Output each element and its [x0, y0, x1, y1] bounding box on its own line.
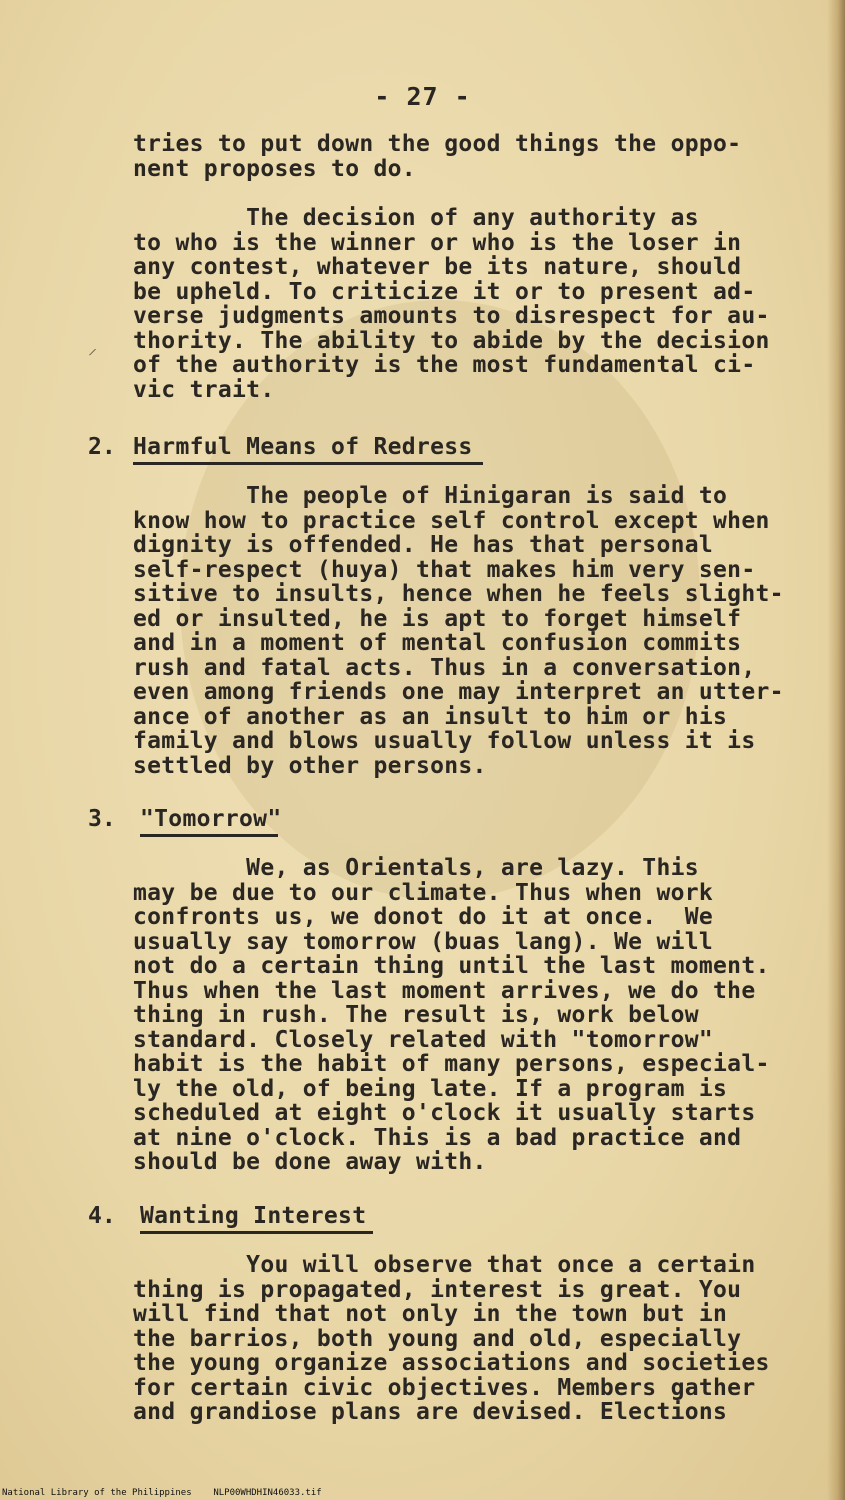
section-heading: "Tomorrow" — [140, 806, 282, 832]
section-2-paragraph-line: sitive to insults, hence when he feels slight- — [133, 581, 784, 607]
intro-paragraph-line: tries to put down the good things the oppo- — [133, 131, 742, 157]
decision-paragraph-line: be upheld. To criticize it or to present ad- — [133, 278, 756, 305]
section-3-paragraph-line: confronts us, we donot do it at once. We — [133, 904, 714, 930]
page-number: - 27 - — [374, 82, 471, 111]
section-3-paragraph-line: may be due to our climate. Thus when work — [133, 879, 714, 906]
section-2-paragraph-line: even among friends one may interpret an utter- — [133, 679, 784, 705]
section-heading: Harmful Means of Redress — [133, 434, 473, 460]
section-3-paragraph-line: at nine o'clock. This is a bad practice and — [133, 1124, 742, 1151]
decision-paragraph-line: to who is the winner or who is the loser in — [133, 229, 742, 256]
section-3-paragraph-line: should be done away with. — [133, 1149, 487, 1175]
page-edge-shadow — [827, 0, 845, 1500]
section-2-paragraph-line: and in a moment of mental confusion commits — [133, 630, 742, 656]
section-2-paragraph-line: self-respect (huya) that makes him very sen- — [133, 556, 756, 583]
section-2-paragraph-line: know how to practice self control except when — [133, 507, 770, 534]
section-2-paragraph-line: ance of another as an insult to him or his — [133, 703, 728, 730]
section-3-paragraph-line: scheduled at eight o'clock it usually starts — [133, 1100, 756, 1126]
section-4-paragraph-line: thing is propagated, interest is great. You — [133, 1276, 742, 1303]
section-3-paragraph-line: ly the old, of being late. If a program is — [133, 1075, 728, 1102]
section-2-paragraph-line: settled by other persons. — [133, 752, 487, 779]
section-3-paragraph-line: usually say tomorrow (buas lang). We will — [133, 928, 714, 955]
decision-paragraph-line: The decision of any authority as — [133, 205, 699, 231]
section-3-paragraph-line: We, as Orientals, are lazy. This — [133, 855, 699, 881]
section-4-paragraph-line: the barrios, both young and old, especially — [133, 1325, 742, 1352]
section-4-paragraph-line: will find that not only in the town but in — [133, 1301, 728, 1327]
decision-paragraph-line: vic trait. — [133, 376, 275, 403]
section-4-paragraph-line: for certain civic objectives. Members gather — [133, 1374, 756, 1401]
decision-paragraph-line: any contest, whatever be its nature, should — [133, 254, 742, 280]
section-number: 4. — [88, 1203, 116, 1229]
section-number: 3. — [88, 806, 116, 832]
heading-underline — [140, 1231, 373, 1234]
footer-source: National Library of the Philippines NLP00WHDHIN46033.tif — [2, 1488, 322, 1498]
section-heading: Wanting Interest — [140, 1203, 367, 1229]
section-3-paragraph-line: standard. Closely related with "tomorrow" — [133, 1026, 714, 1053]
section-4-paragraph-line: the young organize associations and societies — [133, 1350, 770, 1376]
section-3-paragraph-line: habit is the habit of many persons, especial- — [133, 1051, 770, 1077]
heading-underline — [133, 462, 483, 465]
intro-paragraph-line: nent proposes to do. — [133, 155, 416, 182]
section-2-paragraph-line: rush and fatal acts. Thus in a conversation, — [133, 654, 756, 681]
section-4-paragraph-line: and grandiose plans are devised. Elections — [133, 1399, 728, 1425]
section-4-paragraph-line: You will observe that once a certain — [133, 1252, 756, 1278]
heading-underline — [140, 834, 278, 837]
section-2-paragraph-line: The people of Hinigaran is said to — [133, 483, 728, 509]
section-2-paragraph-line: family and blows usually follow unless it is — [133, 728, 756, 754]
section-3-paragraph-line: not do a certain thing until the last moment. — [133, 953, 770, 979]
margin-pencil-mark: ⸝ — [88, 338, 97, 359]
decision-paragraph-line: verse judgments amounts to disrespect for au- — [133, 303, 770, 329]
decision-paragraph-line: thority. The ability to abide by the decision — [133, 327, 770, 354]
section-number: 2. — [88, 434, 116, 460]
section-2-paragraph-line: dignity is offended. He has that personal — [133, 532, 714, 558]
section-3-paragraph-line: thing in rush. The result is, work below — [133, 1002, 699, 1028]
section-2-paragraph-line: ed or insulted, he is apt to forget himself — [133, 605, 742, 632]
decision-paragraph-line: of the authority is the most fundamental ci- — [133, 352, 756, 378]
section-3-paragraph-line: Thus when the last moment arrives, we do the — [133, 977, 756, 1004]
